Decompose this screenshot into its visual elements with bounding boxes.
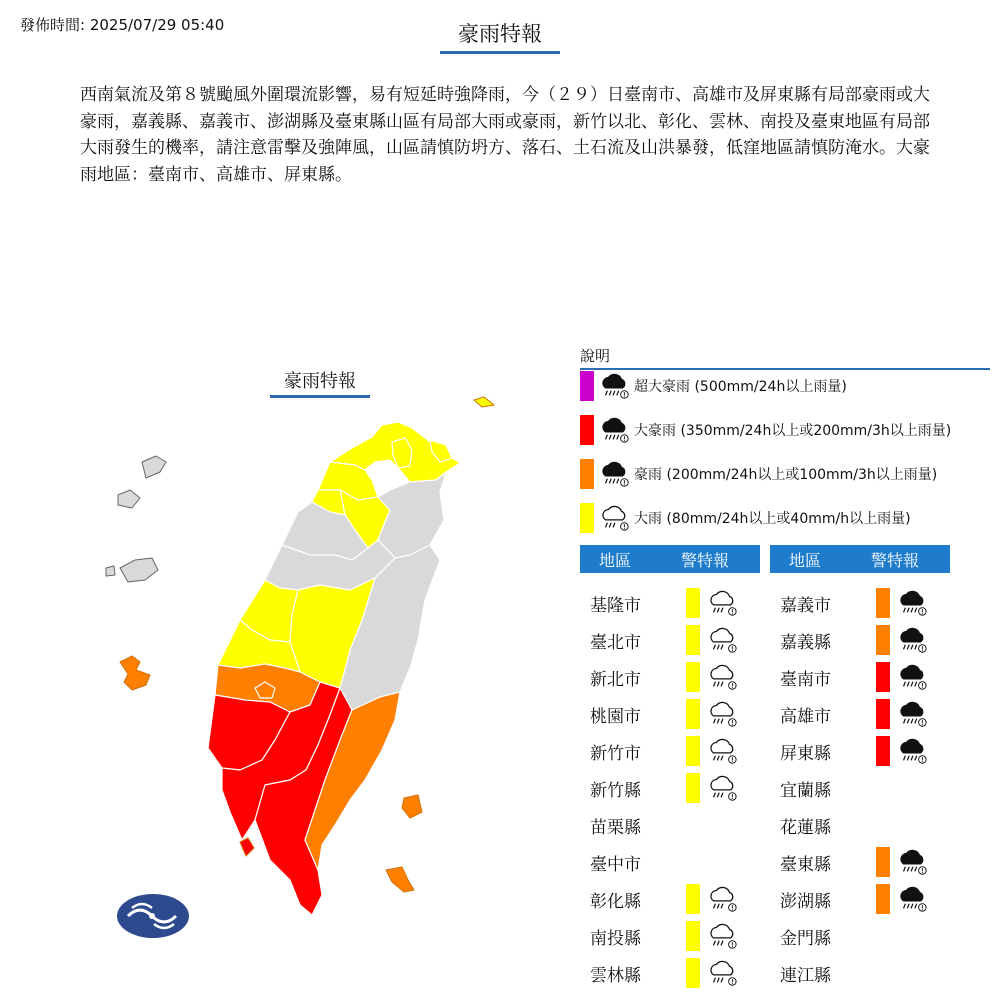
legend-item-super_torrential [580, 371, 847, 401]
extremely-heavy-rain-icon [896, 662, 928, 692]
map-title: 豪雨特報 [270, 367, 370, 398]
table-row [580, 919, 738, 953]
warning-swatch [876, 884, 890, 914]
map-island-基隆市 [474, 397, 494, 407]
torrential-rain-icon [896, 588, 928, 618]
region-name: 彰化縣 [590, 891, 641, 912]
region-name: 新竹市 [590, 743, 641, 764]
heavy-rain-icon [706, 736, 738, 766]
extremely-heavy-rain-icon [896, 736, 928, 766]
legend-item-extremely_heavy [580, 415, 951, 445]
table-row [580, 808, 686, 842]
taiwan-warning-map [90, 360, 520, 960]
region-name: 金門縣 [780, 928, 831, 949]
region-name: 臺中市 [590, 854, 641, 875]
region-name: 臺東縣 [780, 854, 831, 875]
region-name: 屏東縣 [780, 743, 831, 764]
warning-swatch [686, 662, 700, 692]
table-row [770, 623, 928, 657]
region-name: 嘉義縣 [780, 632, 831, 653]
region-name: 苗栗縣 [590, 817, 641, 838]
legend-item-torrential [580, 459, 937, 489]
table-row [580, 956, 738, 990]
col-warning-header: 警特報 [680, 550, 729, 570]
torrential-rain-icon [896, 847, 928, 877]
warning-swatch [686, 625, 700, 655]
table-row [770, 771, 876, 805]
warning-description: 西南氣流及第８號颱風外圍環流影響，易有短延時強降雨，今（２９）日臺南市、高雄市及屏東縣有局部豪雨或大豪雨，嘉義縣、嘉義市、澎湖縣及臺東縣山區有局部大雨或豪雨，新竹以北、彰化、雲林、南投及臺東地區有局部大雨發生的機率，請注意雷擊及強陣風，山區請慎防坍方、落石、土石流及山洪暴發，低窪地區請慎防淹水。大豪雨地區：臺南市、高雄市、屏東縣。 [80, 85, 930, 185]
map-island-金門縣 [106, 566, 115, 576]
region-name: 桃園市 [590, 706, 641, 727]
map-island-連江縣 [142, 456, 166, 478]
warning-swatch [876, 736, 890, 766]
region-name: 花蓮縣 [780, 817, 831, 838]
torrential-rain-icon [896, 625, 928, 655]
warning-swatch [686, 958, 700, 988]
heavy-rain-icon [706, 921, 738, 951]
map-island-澎湖縣 [120, 656, 150, 690]
heavy-rain-icon [706, 958, 738, 988]
legend-heading: 說明 [580, 345, 990, 370]
col-region-header: 地區 [598, 550, 631, 570]
table-row [770, 660, 928, 694]
region-name: 臺南市 [780, 669, 831, 690]
region-name: 高雄市 [780, 706, 831, 727]
legend-swatch [580, 415, 594, 445]
region-name: 宜蘭縣 [780, 780, 831, 801]
warning-swatch [686, 884, 700, 914]
col-region-header: 地區 [788, 550, 821, 570]
table-row [580, 771, 738, 805]
warning-swatch [876, 588, 890, 618]
table-row [580, 623, 738, 657]
table-row [580, 586, 738, 620]
warning-swatch [686, 699, 700, 729]
torrential-rain-icon [896, 884, 928, 914]
table-row [580, 734, 738, 768]
region-name: 南投縣 [590, 928, 641, 949]
heavy-rain-icon [706, 625, 738, 655]
map-region-宜蘭縣 [378, 472, 446, 558]
heavy-rain-icon [706, 662, 738, 692]
legend-item-heavy [580, 503, 911, 533]
region-name: 連江縣 [780, 965, 831, 986]
warning-swatch [876, 662, 890, 692]
region-name: 澎湖縣 [780, 891, 831, 912]
super-torrential-rain-icon [598, 371, 632, 401]
page-title: 豪雨特報 [440, 18, 560, 54]
table-row [770, 845, 928, 879]
legend-label: 大雨 (80mm/24h以上或40mm/h以上雨量) [634, 511, 911, 527]
region-name: 臺北市 [590, 632, 641, 653]
table-row [770, 697, 928, 731]
map-island-金門縣 [120, 558, 158, 582]
heavy-rain-icon [706, 699, 738, 729]
warning-swatch [876, 699, 890, 729]
table-row [770, 586, 928, 620]
col-warning-header: 警特報 [870, 550, 919, 570]
region-name: 新北市 [590, 669, 641, 690]
table-row [770, 882, 928, 916]
warning-swatch [686, 921, 700, 951]
map-island-屏東縣 [240, 838, 254, 856]
warning-swatch [686, 588, 700, 618]
torrential-rain-icon [598, 459, 632, 489]
legend-label: 豪雨 (200mm/24h以上或100mm/3h以上雨量) [634, 467, 938, 483]
legend-swatch [580, 459, 594, 489]
region-name: 基隆市 [590, 595, 641, 616]
legend-swatch [580, 503, 594, 533]
heavy-rain-icon [706, 884, 738, 914]
issue-time: 發佈時間: 2025/07/29 05:40 [20, 16, 225, 34]
heavy-rain-icon [598, 503, 632, 533]
map-island-連江縣 [118, 490, 140, 508]
extremely-heavy-rain-icon [598, 415, 632, 445]
table-row [770, 808, 876, 842]
cwa-logo-icon [117, 894, 189, 938]
region-name: 嘉義市 [780, 595, 831, 616]
warning-swatch [876, 847, 890, 877]
table-row [580, 845, 686, 879]
warning-swatch [686, 773, 700, 803]
legend-label: 大豪雨 (350mm/24h以上或200mm/3h以上雨量) [634, 423, 952, 439]
table-row [580, 882, 738, 916]
extremely-heavy-rain-icon [896, 699, 928, 729]
heavy-rain-icon [706, 588, 738, 618]
table-row [580, 697, 738, 731]
legend-label: 超大豪雨 (500mm/24h以上雨量) [634, 379, 847, 395]
table-row [770, 734, 928, 768]
heavy-rain-icon [706, 773, 738, 803]
region-name: 新竹縣 [590, 780, 641, 801]
table-row [770, 919, 876, 953]
table-header-left [580, 545, 760, 573]
map-island-臺東縣 [402, 795, 422, 818]
region-name: 雲林縣 [590, 965, 641, 986]
legend-swatch [580, 371, 594, 401]
table-row [580, 660, 738, 694]
table-row [770, 956, 876, 990]
map-island-臺東縣 [386, 867, 414, 892]
table-header-right [770, 545, 950, 573]
warning-swatch [876, 625, 890, 655]
warning-swatch [686, 736, 700, 766]
